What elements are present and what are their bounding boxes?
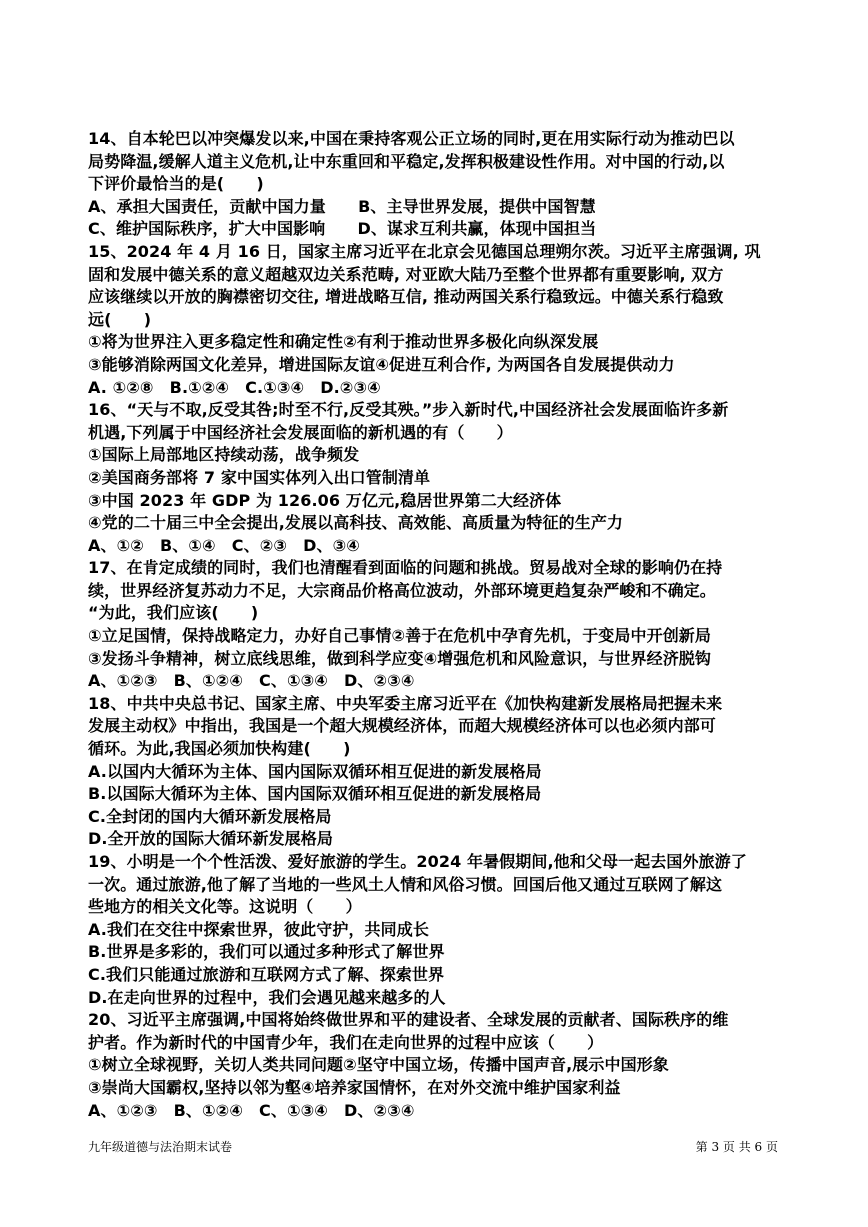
answer-option-line: A. ①②⑧ B.①②④ C.①③④ D.②③④ [88,377,381,397]
answer-option-line: D.全开放的国际大循环新发展格局 [88,829,333,849]
question-block [88,399,788,557]
question-stem-line: 15、2024 年 4 月 16 日，国家主席习近平在北京会见德国总理朔尔茨。习近平主席强调, 巩 [88,241,761,261]
question-block [88,851,788,1009]
answer-option-line: ②美国商务部将 7 家中国实体列入出口管制清单 [88,467,431,487]
question-block [88,557,788,693]
answer-option-line: C.全封闭的国内大循环新发展格局 [88,806,332,826]
question-block [88,1009,788,1122]
question-stem-line: 14、自本轮巴以冲突爆发以来,中国在秉持客观公正立场的同时,更在用实际行动为推动巴以 [88,129,735,148]
question-block [88,241,788,399]
question-stem-line: 机遇,下列属于中国经济社会发展面临的新机遇的有（ ） [88,422,513,442]
question-stem-line: 循环。为此,我国必须加快构建( ) [88,739,351,759]
question-stem-line: 16、“天与不取,反受其咎;时至不行,反受其殃。”步入新时代,中国经济社会发展面临许多新 [88,400,729,420]
answer-option-line: C.我们只能通过旅游和互联网方式了解、探索世界 [88,964,445,984]
question-stem-line: 应该继续以开放的胸襟密切交往, 增进战略互信, 推动两国关系行稳致远。中德关系行稳致 [88,287,724,307]
answer-option-line: C、维护国际秩序，扩大中国影响 D、谋求互利共赢，体现中国担当 [88,219,597,239]
question-stem-line: 18、中共中央总书记、国家主席、中央军委主席习近平在《加快构建新发展格局把握未来 [88,693,723,713]
answer-option-line: ④党的二十届三中全会提出,发展以高科技、高效能、高质量为特征的生产力 [88,513,624,533]
question-stem-line: 局势降温,缓解人道主义危机,让中东重回和平稳定,发挥积极建设性作用。对中国的行动,以 [88,151,725,171]
question-stem-line: 续，世界经济复苏动力不足，大宗商品价格高位波动，外部环境更趋复杂严峻和不确定。 [88,580,716,600]
question-stem-line: 一次。通过旅游,他了解了当地的一些风土人情和风俗习惯。回国后他又通过互联网了解这 [88,874,723,894]
answer-option-line: ①将为世界注入更多稳定性和确定性②有利于推动世界多极化向纵深发展 [88,332,599,352]
answer-option-line: A、①②③ B、①②④ C、①③④ D、②③④ [88,671,415,691]
answer-option-line: ①国际上局部地区持续动荡，战争频发 [88,445,360,465]
answer-option-line: A.我们在交往中探索世界，彼此守护，共同成长 [88,919,429,939]
question-block [88,693,788,851]
question-stem-line: 下评价最恰当的是( ) [88,174,264,194]
question-stem-line: 17、在肯定成绩的同时，我们也清醒看到面临的问题和挑战。贸易战对全球的影响仍在持 [88,558,723,578]
question-stem-line: 些地方的相关文化等。这说明（ ） [88,897,362,917]
answer-option-line: B.以国际大循环为主体、国内国际双循环相互促进的新发展格局 [88,784,542,804]
answer-option-line: ③崇尚大国霸权,坚持以邻为壑④培养家国情怀，在对外交流中维护国家利益 [88,1077,621,1097]
question-stem-line: 固和发展中德关系的意义超越双边关系范畴, 对亚欧大陆乃至整个世界都有重要影响, 双方 [88,264,724,284]
exam-page-content [88,128,788,1122]
question-stem-line: 20、习近平主席强调,中国将始终做世界和平的建设者、全球发展的贡献者、国际秩序的维 [88,1010,729,1030]
question-stem-line: “为此，我们应该( ) [88,603,259,623]
answer-option-line: D.在走向世界的过程中，我们会遇见越来越多的人 [88,987,446,1007]
answer-option-line: A.以国内大循环为主体、国内国际双循环相互促进的新发展格局 [88,761,542,781]
question-stem-line: 远( ) [88,309,152,329]
answer-option-line: ③发扬斗争精神，树立底线思维，做到科学应变④增强危机和风险意识，与世界经济脱钩 [88,648,711,668]
answer-option-line: A、①②③ B、①②④ C、①③④ D、②③④ [88,1100,415,1120]
question-stem-line: 19、小明是一个个性活泼、爱好旅游的学生。2024 年暑假期间,他和父母一起去国外旅游了 [88,852,747,871]
answer-option-line: ③能够消除两国文化差异，增进国际友谊④促进互利合作, 为两国各自发展提供动力 [88,354,675,374]
answer-option-line: ①立足国情，保持战略定力，办好自己事情②善于在危机中孕育先机，于变局中开创新局 [88,626,711,646]
question-block [88,128,788,241]
footer-page-number: 第 3 页 共 6 页 [695,1140,778,1154]
question-stem-line: 护者。作为新时代的中国青少年，我们在走向世界的过程中应该（ ） [88,1032,604,1052]
answer-option-line: ①树立全球视野，关切人类共同问题②坚守中国立场，传播中国声音,展示中国形象 [88,1055,669,1075]
footer-exam-title: 九年级道德与法治期末试卷 [88,1140,233,1154]
answer-option-line: B.世界是多彩的，我们可以通过多种形式了解世界 [88,942,445,962]
answer-option-line: ③中国 2023 年 GDP 为 126.06 万亿元,稳居世界第二大经济体 [88,490,562,510]
answer-option-line: A、承担大国责任，贡献中国力量 B、主导世界发展，提供中国智慧 [88,196,596,216]
answer-option-line: A、①② B、①④ C、②③ D、③④ [88,535,360,555]
question-stem-line: 发展主动权》中指出，我国是一个超大规模经济体，而超大规模经济体可以也必须内部可 [88,716,716,736]
